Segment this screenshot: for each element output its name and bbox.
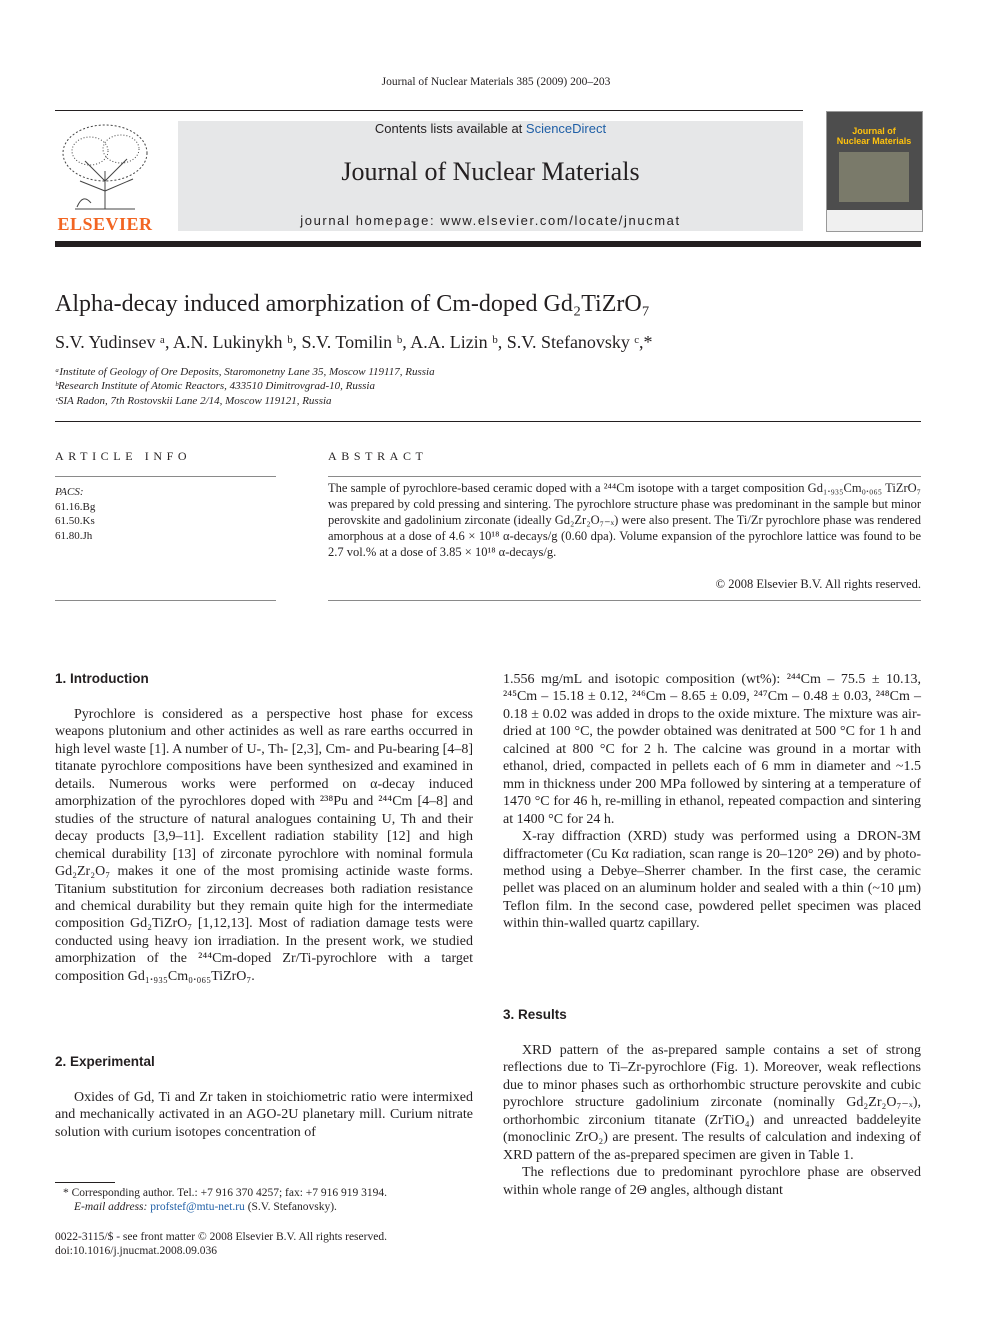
paragraph: X-ray diffraction (XRD) study was performed using a DRON-3M diffractometer (Cu Kα radiation, scan range is 20–120° 2Θ) and by photo-method using a Debye–Sherrer chamber. In the first case, the ceramic pellet was placed on an aluminum holder and sealed with a thin (~10 μm) Teflon film. In the second case, powdered pellet specimen was placed within thin-walled quartz capillary. <box>503 829 921 932</box>
copyright-line: © 2008 Elsevier B.V. All rights reserved. <box>715 577 921 591</box>
contents-prefix: Contents lists available at <box>374 121 526 136</box>
abstract-bottom-rule <box>328 600 921 601</box>
corresponding-author-note: * Corresponding author. Tel.: +7 916 370 4257; fax: +7 916 919 3194. <box>63 1187 388 1199</box>
homepage-label: journal homepage: <box>300 213 441 228</box>
email-note <box>74 1201 337 1213</box>
paragraph: The reflections due to predominant pyrochlore phase are observed within whole range of 2Θ angles, although distant <box>503 1165 921 1198</box>
paragraph: XRD pattern of the as-prepared sample contains a set of strong reflections due to Ti–Zr-pyrochlore (Fig. 1). Moreover, weak reflections due to minor phases such as orthorhombic structure perovskite and cubic pyrochlore structure gadolinium zirconate (nominally Gd₂Zr₂O₇₋ₓ), orthorhombic zirconium titanate (ZrTiO₄) and unreacted baddeleyite (monoclinic ZrO₂) are present. The results of calculation and indexing of XRD pattern of the as-prepared specimen are given in Table 1. <box>503 1043 921 1163</box>
introduction-heading: 1. Introduction <box>55 671 149 686</box>
tree-icon <box>55 121 155 213</box>
pacs-code: 61.80.Jh <box>55 529 93 542</box>
affiliation-c: ᶜSIA Radon, 7th Rostovskii Lane 2/14, Moscow 119121, Russia <box>55 395 332 407</box>
article-info-rule <box>55 476 276 477</box>
affiliation-b: ᵇResearch Institute of Atomic Reactors, 433510 Dimitrovgrad-10, Russia <box>55 380 375 392</box>
banner-rule <box>55 241 921 247</box>
abstract-text: The sample of pyrochlore-based ceramic doped with a ²⁴⁴Cm isotope with a target composition Gd₁.₉₃₅Cm₀.₀₆₅ TiZrO₇ was prepared by cold pressing and sintering. The pyrochlore structure phase was predominant in the sample but minor perovskite and gadolinium zirconate (ideally Gd₂Zr₂O₇₋ₓ) were also present. The Ti/Zr pyrochlore phase was rendered amorphous at a dose of 4.6 × 10¹⁸ α-decays/g (0.60 dpa). Volume expansion of the pyrochlore lattice was found to be 2.7 vol.% at a dose of 3.85 × 10¹⁸ α-decays/g. <box>328 481 921 559</box>
journal-banner <box>178 121 803 231</box>
homepage-url[interactable]: www.elsevier.com/locate/jnucmat <box>440 213 681 228</box>
contents-line <box>178 121 803 136</box>
running-header: Journal of Nuclear Materials 385 (2009) 200–203 <box>381 76 611 88</box>
journal-cover <box>826 111 923 232</box>
experimental-body-right <box>503 671 921 933</box>
cover-title: Journal of Nuclear Materials <box>836 126 912 146</box>
article-title: Alpha-decay induced amorphization of Cm-doped Gd₂TiZrO₇ <box>55 291 651 317</box>
elsevier-logo <box>55 121 155 233</box>
header-rule <box>55 110 803 111</box>
pacs-code: 61.50.Ks <box>55 515 95 527</box>
paragraph: 1.556 mg/mL and isotopic composition (wt%): ²⁴⁴Cm – 75.5 ± 10.13, ²⁴⁵Cm – 15.18 ± 0.12, ²⁴⁶Cm – 8.65 ± 0.09, ²⁴⁷Cm – 0.48 ± 0.03, ²⁴⁸Cm – 0.18 ± 0.02 was added in drops to the oxide mixture. The mixture was air-dried at 100 °C, the powder obtained was denitrated at 500 °C for 1 h and calcined at 800 °C for 2 h. The calcine was ground in a mortar with ethanol, dried, compacted in pellets each of 6 mm in diameter and ~1.5 mm in thickness under 200 MPa followed by sintering at a temperature of 1470 °C for 46 h, re-milling in ethanol, repeated compaction and sintering at 1400 °C for 24 h. <box>503 672 921 827</box>
article-info-bottom-rule <box>55 600 276 601</box>
sciencedirect-link[interactable]: ScienceDirect <box>525 121 607 136</box>
pacs-label: PACS: <box>55 486 84 498</box>
pacs-block <box>55 485 95 543</box>
pacs-code: 61.16.Bg <box>55 500 96 513</box>
abstract-rule <box>328 476 921 477</box>
results-heading: 3. Results <box>503 1007 567 1022</box>
cover-image <box>839 152 909 202</box>
email-label: E-mail address: <box>74 1201 151 1213</box>
paragraph: Oxides of Gd, Ti and Zr taken in stoichiometric ratio were intermixed and mechanically activated in an AGO-2U planetary mill. Curium nitrate solution with curium isotopes concentration of <box>55 1090 473 1140</box>
abstract-heading: ABSTRACT <box>328 449 428 463</box>
experimental-body-left <box>55 1089 473 1141</box>
author-list: S.V. Yudinsev ᵃ, A.N. Lukinykh ᵇ, S.V. Tomilin ᵇ, A.A. Lizin ᵇ, S.V. Stefanovsky ᶜ,* <box>55 332 653 352</box>
paragraph: Pyrochlore is considered as a perspective host phase for excess weapons plutonium and other actinides as well as rare earths occurred in high level waste [1]. A number of U-, Th- [2,3], Cm- and Pu-bearing [4–8] titanate pyrochlore compositions have been synthesized and examined in details. Numerous works were performed on α-decay induced amorphization of the pyrochlores doped with ²³⁸Pu and ²⁴⁴Cm [4–8] and studies of the structure of natural analogues containing U, Th and their decay products [3,9–11]. Excellent radiation stability [12] and high chemical durability [13] of zirconate pyrochlore with nominal formula Gd₂Zr₂O₇ makes it one of the most promising actinide waste forms. Titanium substitution for zirconium decreases both radiation resistance and chemical durability but they remain quite high for the intermediate composition Gd₂TiZrO₇ [1,12,13]. Most of radiation damage tests were conducted using heavy ion irradiation. In the present work, we studied amorphization of the ²⁴⁴Cm-doped Zr/Ti-pyrochlore with a target composition Gd₁.₉₃₅Cm₀.₀₆₅TiZrO₇. <box>55 707 473 984</box>
journal-title: Journal of Nuclear Materials <box>341 157 640 186</box>
homepage-line <box>178 213 803 228</box>
experimental-heading: 2. Experimental <box>55 1054 155 1069</box>
email-suffix: (S.V. Stefanovsky). <box>244 1201 337 1213</box>
footnote-rule <box>55 1182 115 1183</box>
elsevier-wordmark: ELSEVIER <box>57 214 153 234</box>
doi-line[interactable]: doi:10.1016/j.jnucmat.2008.09.036 <box>55 1245 217 1257</box>
issn-line: 0022-3115/$ - see front matter © 2008 Elsevier B.V. All rights reserved. <box>55 1231 387 1243</box>
introduction-body <box>55 706 473 985</box>
results-body <box>503 1042 921 1199</box>
email-link[interactable]: profstef@mtu-net.ru <box>150 1201 245 1213</box>
section-rule <box>55 421 921 422</box>
affiliation-a: ᵃInstitute of Geology of Ore Deposits, Staromonetny Lane 35, Moscow 119117, Russia <box>55 366 435 378</box>
article-info-heading: ARTICLE INFO <box>55 449 192 463</box>
